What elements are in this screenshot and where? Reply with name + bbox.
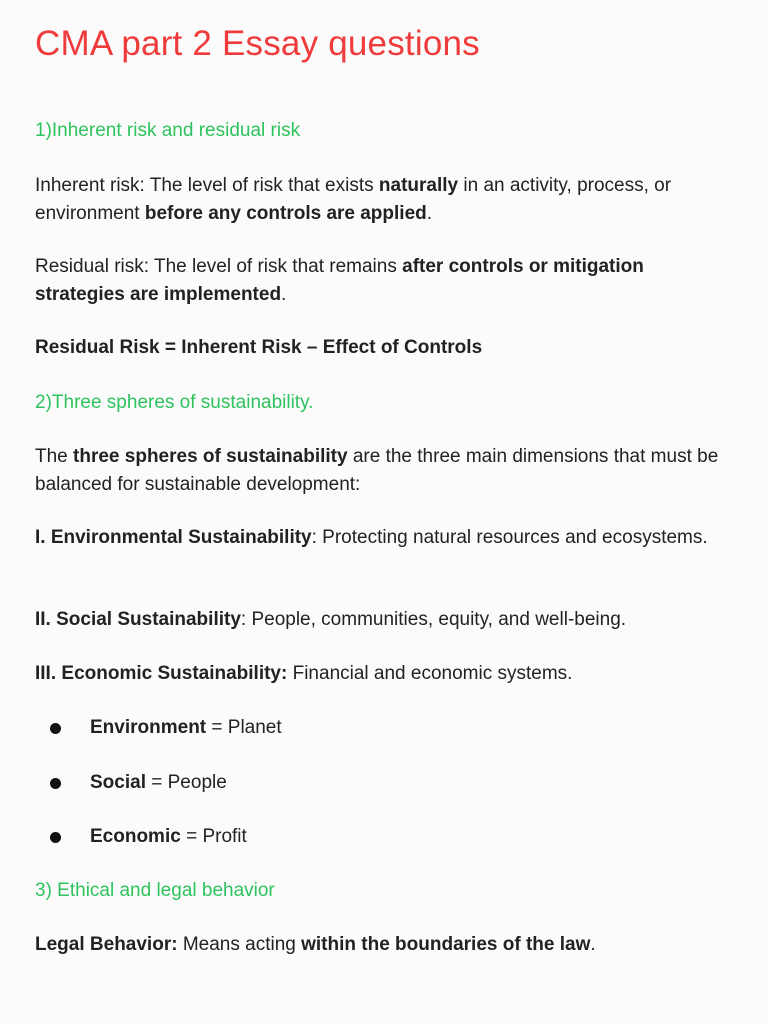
bold-span: I. Environmental Sustainability [35,527,312,548]
page-title: CMA part 2 Essay questions [35,24,480,63]
text-span: = People [145,771,227,793]
bold-span: Environment [90,717,207,738]
paragraph-inherent-risk [35,172,735,228]
text-span: . [426,203,433,224]
section-heading-ethics: 3) Ethical and legal behavior [35,880,275,901]
text-span: = Planet [206,717,282,738]
paragraph-spheres-intro [35,443,735,499]
list-item [35,714,282,742]
formula-text: Residual Risk = Inherent Risk – Effect of Controls [35,337,483,358]
bold-span: Economic [90,826,181,847]
bold-span: within the boundaries of the law [301,934,591,955]
bullet-list [35,714,282,878]
bold-span: Legal Behavior: [35,934,178,955]
bold-span: II. Social Sustainability [35,609,241,630]
paragraph-economic [35,660,735,688]
bold-span: Social [90,771,146,793]
paragraph-environmental [35,524,735,552]
bold-span: three spheres of sustainability [73,446,348,467]
text-span: = Profit [180,826,247,847]
bullet-dot-icon [50,723,61,734]
bullet-dot-icon [50,778,61,789]
text-span: are the three main dimensions that must be balanced for sustainable development: [35,446,719,495]
text-span: Residual risk: The level of risk that remains [35,256,403,277]
list-item [35,769,282,797]
text-span: Financial and economic systems. [287,663,573,684]
paragraph-legal-behavior [35,931,735,959]
text-span: Means acting [177,934,302,955]
section-heading-risk: 1)Inherent risk and residual risk [35,120,301,141]
paragraph-residual-risk [35,253,735,309]
list-item [35,823,282,851]
section-heading-sustainability: 2)Three spheres of sustainability. [35,392,314,413]
bold-span: before any controls are applied [144,203,427,224]
paragraph-social [35,606,735,634]
text-span: . [590,934,596,955]
text-span: The [35,446,74,467]
text-span: : Protecting natural resources and ecosystems. [311,527,708,548]
text-span: . [281,284,287,305]
text-span: in an activity, process, or environment [35,175,672,224]
paragraph-formula [35,334,735,362]
text-span: : People, communities, equity, and well-being. [240,609,627,630]
text-span: Inherent risk: The level of risk that exists [35,175,379,196]
bold-span: after controls or mitigation strategies are implemented [35,256,644,305]
bold-span: III. Economic Sustainability: [35,663,288,684]
bold-span: naturally [378,175,459,196]
bullet-dot-icon [50,832,61,843]
